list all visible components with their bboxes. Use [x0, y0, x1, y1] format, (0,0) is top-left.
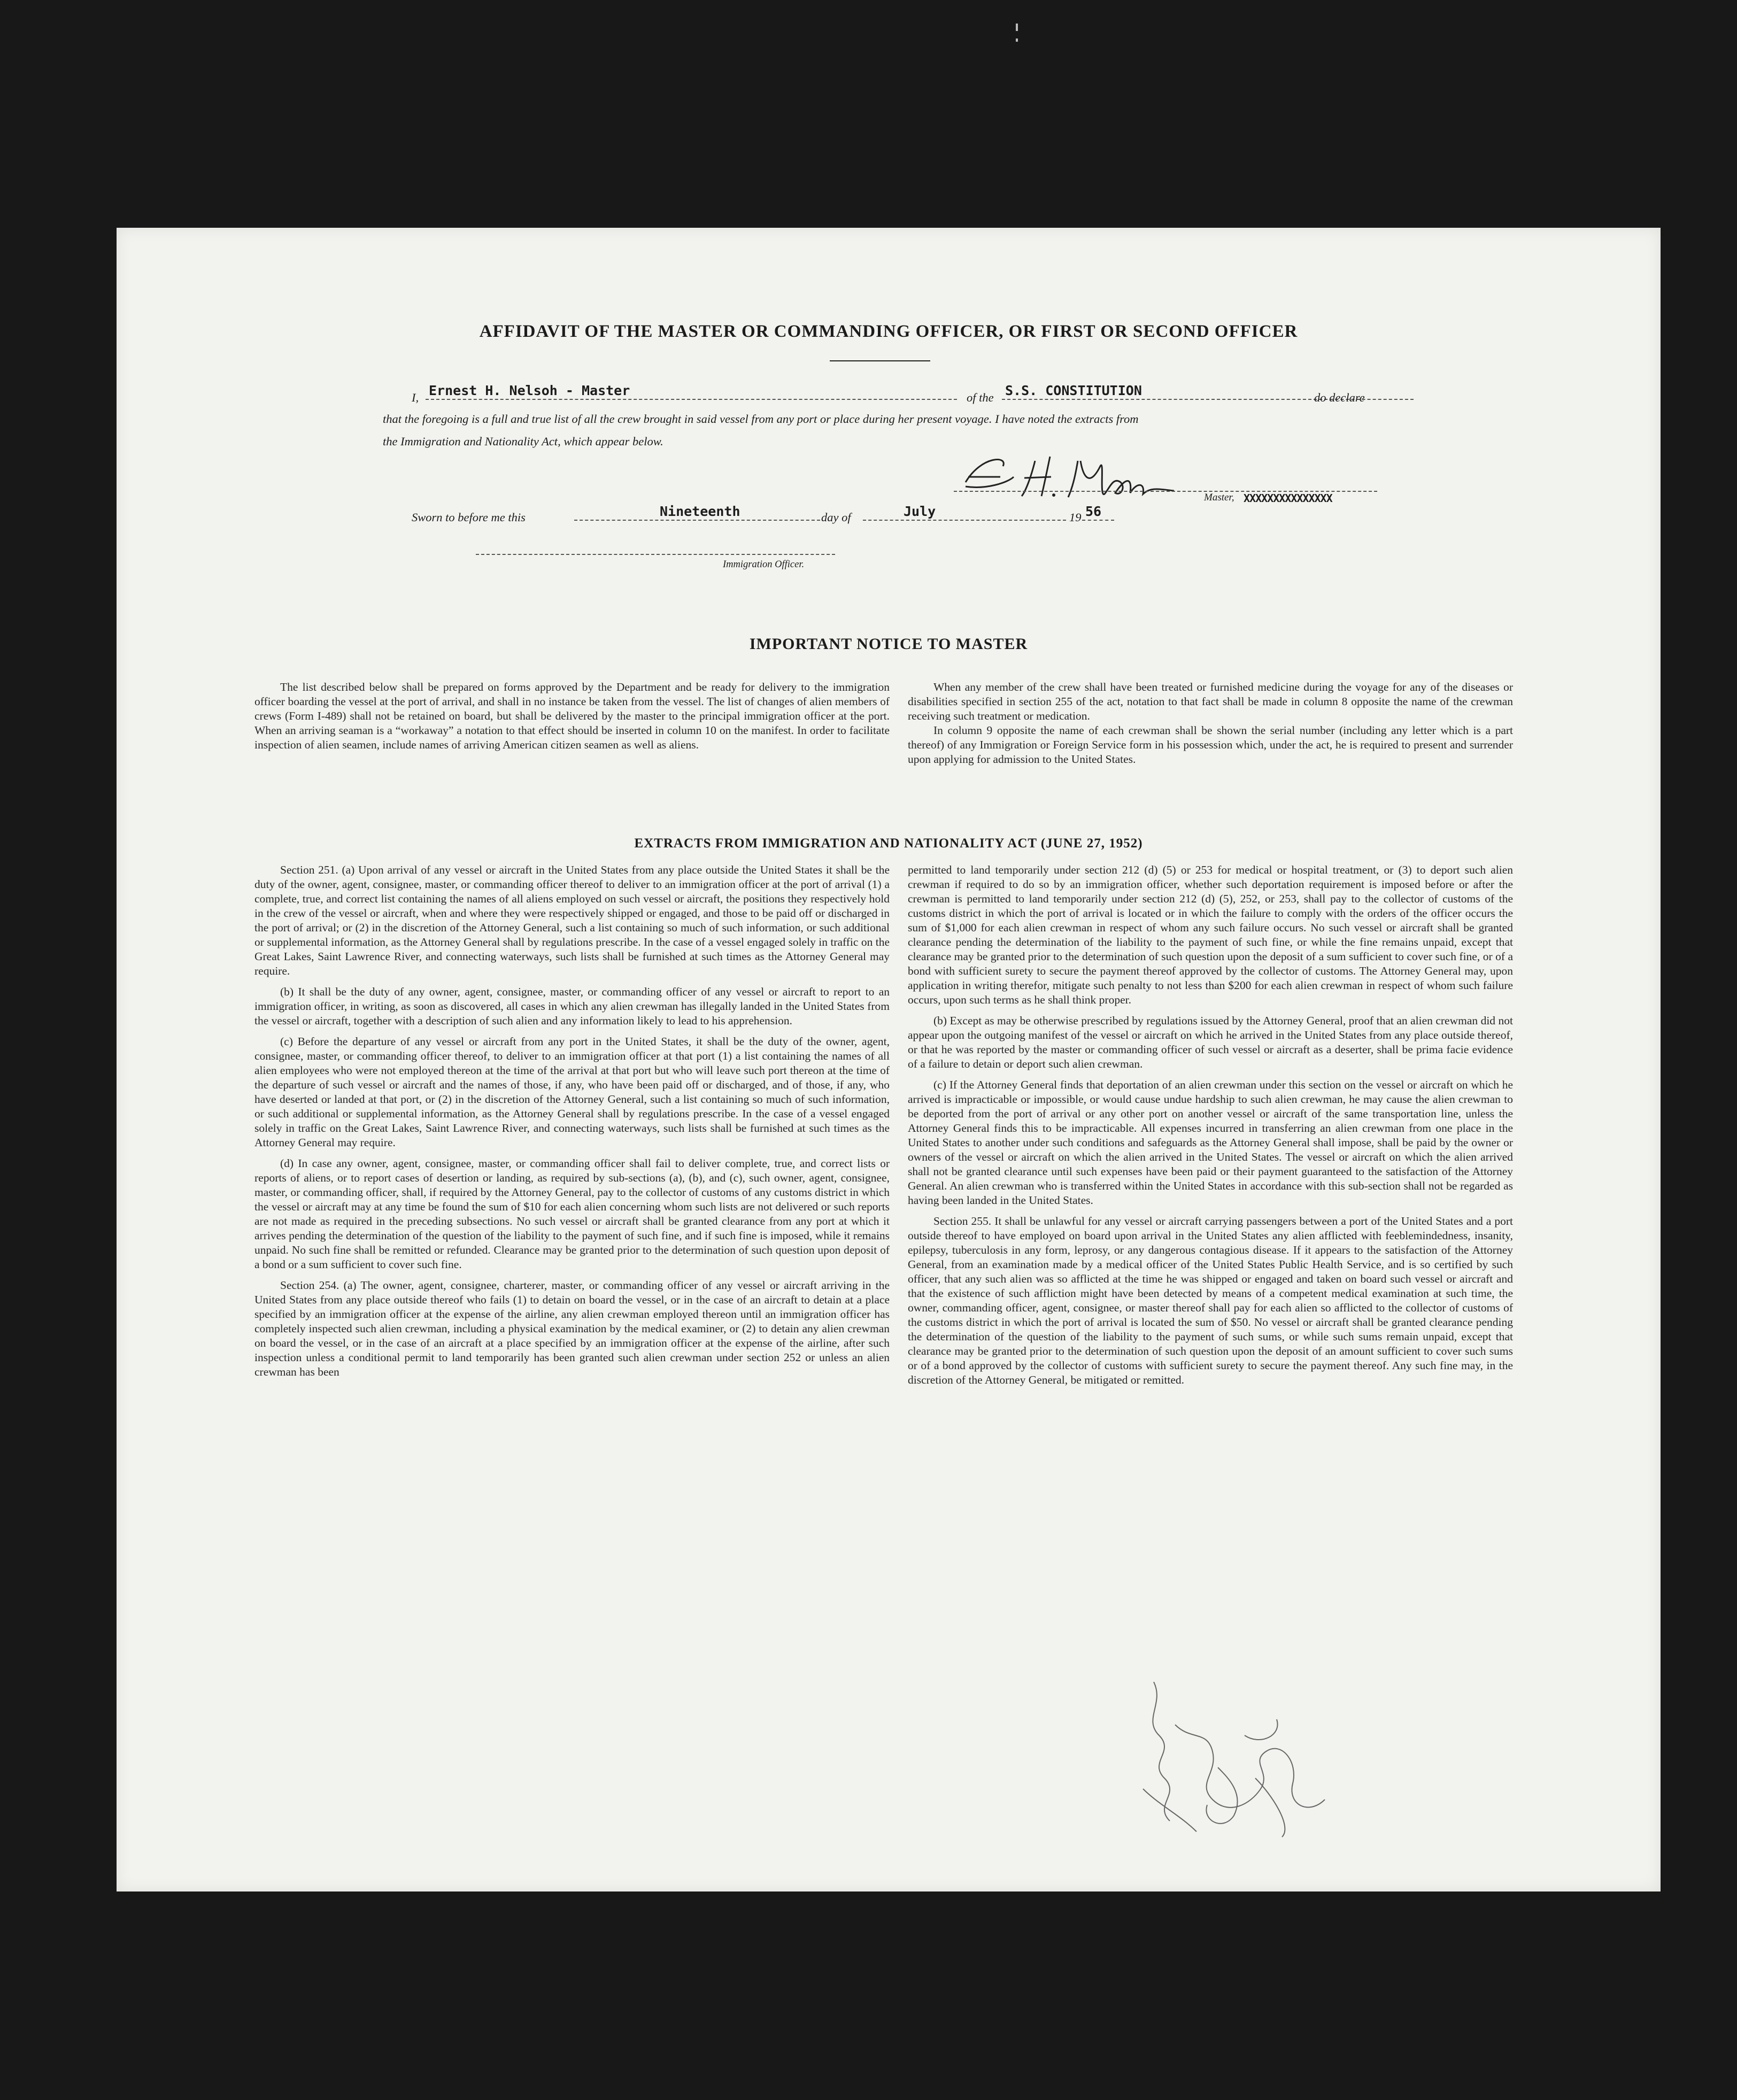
master-signature	[944, 445, 1179, 504]
notice-left-column	[254, 680, 890, 759]
do-declare-label: do declare	[1314, 391, 1365, 404]
year-prefix: 19	[1069, 511, 1082, 524]
document-page	[117, 228, 1661, 1891]
extracts-right-column	[908, 863, 1513, 1394]
section-251-d: (d) In case any owner, agent, consignee, master, or commanding officer shall fail to deliver complete, true, and correct lists or reports of aliens, or to report cases of desertion or landing, as required by sub-sections (a), (b), and (c), such owner, agent, consignee, master, or commanding officer, shall, if required by the Attorney General, pay to the collector of customs of any customs district in which the vessel or aircraft may at any time be found the sum of $10 for each alien concerning whom such lists are not delivered or such reports are not made as required in the preceding subsections. No such vessel or aircraft shall be granted clearance from any port at which it arrives pending the determination of the question of the liability to the payment of such fine, and if such fine is imposed, while it remains unpaid. No such fine shall be remitted or refunded. Clearance may be granted prior to the determination of such question upon deposit of a bond or a sum sufficient to cover such fine.	[254, 1157, 890, 1271]
statement-line-2: the Immigration and Nationality Act, which appear below.	[383, 435, 663, 448]
day-of-label: day of	[821, 511, 851, 524]
notice-right-column	[908, 680, 1513, 773]
declarant-field: Ernest H. Nelsoh - Master	[426, 383, 957, 400]
scan-speck	[1016, 24, 1018, 31]
sworn-day-field: Nineteenth	[574, 504, 820, 521]
affidavit-title: AFFIDAVIT OF THE MASTER OR COMMANDING OFFICER, OR FIRST OR SECOND OFFICER	[479, 322, 1298, 341]
notice-right-paragraph-2: In column 9 opposite the name of each crewman shall be shown the serial number (including any letter which is a part thereof) of any Immigration or Foreign Service form in his possession which, under the act, he is required to present and surrender upon applying for admission to the United States.	[908, 724, 1513, 766]
section-251-c: (c) Before the departure of any vessel or aircraft from any port in the United States, it shall be the duty of the owner, agent, consignee, master, or commanding officer thereof, to deliver to an immigration officer at that port (1) a list containing the names of all alien employees who were not employed thereon at the time of the arrival at that port but who will leave such port thereon at the time of the departure of such vessel or aircraft and the names of those, if any, who have been paid off or discharged, and of those, if any, who have deserted or landed at that port, or (2) in the discretion of the Attorney General, such a list containing so much of such information, or such additional or supplemental information, as the Attorney General shall by regulations prescribe. In the case of a vessel engaged solely in traffic on the Great Lakes, Saint Lawrence River, and connecting waterways, such lists shall be furnished at such times as the Attorney General may require.	[254, 1035, 890, 1149]
vessel-field: S.S. CONSTITUTION	[1002, 383, 1414, 400]
section-254-a: Section 254. (a) The owner, agent, consignee, charterer, master, or commanding officer of any vessel or aircraft arriving in the United States from any place outside thereof who fails (1) to detain on board the vessel, or in the case of an aircraft to detain at a place specified by an immigration officer at the expense of the airline, any alien crewman employed thereon until an immigration officer has completely inspected such alien crewman, including a physical examination by the medical examiner, or (2) to detain any alien crewman on board the vessel, or in the case of an aircraft at a place specified by an immigration officer at the expense of the airline, after such inspection unless a conditional permit to land temporarily has been granted such alien crewman under section 252 or unless an alien crewman has been	[254, 1279, 890, 1378]
section-251-a: Section 251. (a) Upon arrival of any vessel or aircraft in the United States from any place outside the United States it shall be the duty of the owner, agent, consignee, master, or commanding officer thereof to deliver to an immigration officer at the port of arrival (1) a complete, true, and correct list containing the names of all aliens employed on such vessel or aircraft, the positions they respectively hold in the crew of the vessel or aircraft, when and where they were respectively shipped or engaged, and those to be paid off or discharged in the port of arrival; or (2) in the discretion of the Attorney General, such a list containing so much of such information, or such additional or supplemental information, as the Attorney General shall by regulations prescribe. In the case of a vessel engaged solely in traffic on the Great Lakes, Saint Lawrence River, and connecting waterways, such lists shall be furnished at such times as the Attorney General may require.	[254, 863, 890, 977]
section-255: Section 255. It shall be unlawful for any vessel or aircraft carrying passengers between a port of the United States and a port outside thereof to have employed on board upon arrival in the United States any alien afflicted with feeblemindedness, insanity, epilepsy, tuberculosis in any form, leprosy, or any dangerous contagious disease. If it appears to the satisfaction of the Attorney General, from an examination made by a medical officer of the United States Public Health Service, and is so certified by such officer, that any such alien was so afflicted at the time he was shipped or engaged and taken on board such vessel or aircraft and that the existence of such affliction might have been detected by means of a competent medical examination at such time, the owner, commanding officer, agent, consignee, or master thereof shall pay for each alien so afflicted to the collector of customs of the customs district in which the port of arrival is located the sum of $50. No vessel or aircraft shall be granted clearance pending the determination of the question of the liability to the payment of such sums, or while such sums remain unpaid, except that clearance may be granted prior to the determination of such question upon the deposit of an amount sufficient to cover such sums or of a bond approved by the collector of customs with sufficient surety to secure the payment thereof. Any such fine may, in the discretion of the Attorney General, be mitigated or remitted.	[908, 1215, 1513, 1386]
sworn-label: Sworn to before me this	[412, 511, 526, 524]
master-title: Master,	[1204, 492, 1234, 503]
section-254-b: (b) Except as may be otherwise prescribed by regulations issued by the Attorney General, proof that an alien crewman did not appear upon the outgoing manifest of the vessel or aircraft on which he arrived in the United States from any place outside thereof, or that he was reported by the master or commanding officer of such vessel or aircraft as a deserter, shall be prima facie evidence of a failure to detain or deport such alien crewman.	[908, 1014, 1513, 1070]
scan-speck	[1016, 38, 1018, 42]
notice-left-paragraph: The list described below shall be prepared on forms approved by the Department and be ready for delivery to the immigration officer boarding the vessel at the port of arrival, and shall in no instance be taken from the vessel. The list of changes of alien members of crews (Form I-489) shall not be retained on board, but shall be delivered by the master to the principal immigration officer at the port. When an arriving seaman is a “workaway” a notation to that effect should be inserted in column 10 on the manifest. In order to facilitate inspection of alien seamen, include names of arriving American citizen seamen as well as aliens.	[254, 681, 890, 751]
of-the-label: of the	[967, 391, 994, 404]
notice-right-paragraph-1: When any member of the crew shall have been treated or furnished medicine during the voyage for any of the diseases or disabilities specified in section 255 of the act, notation to that fact shall be made in column 8 opposite the name of the crewman receiving such treatment or medication.	[908, 681, 1513, 722]
section-254-a-cont: permitted to land temporarily under section 212 (d) (5) or 253 for medical or hospital treatment, or (3) to deport such alien crewman if required to do so by an immigration officer, whether such deportation requirement is imposed before or after the crewman is permitted to land temporarily under section 212 (d) (5), 252, or 253, shall pay to the collector of customs of the customs district in which the port of arrival is located or in which the failure to comply with the orders of the officer occurs the sum of $1,000 for each alien crewman in respect of whom any such failure occurs. No such vessel or aircraft shall be granted clearance pending the determination of the liability to the payment of such fine, or while the fine remains unpaid, except that clearance may be granted prior to the determination of such question upon the deposit of a sum sufficient to cover such fine, or of a bond with sufficient surety to secure the payment thereof approved by the collector of customs. The Attorney General may, upon application in writing therefor, mitigate such penalty to not less than $200 for each alien crewman in respect of whom such failure occurs, upon such terms as he shall think proper.	[908, 863, 1513, 1006]
pencil-scribble	[1122, 1671, 1346, 1842]
title-underline	[830, 360, 930, 361]
officer-label: Immigration Officer.	[723, 559, 805, 570]
extracts-title: EXTRACTS FROM IMMIGRATION AND NATIONALITY ACT (JUNE 27, 1952)	[634, 836, 1143, 851]
section-254-c: (c) If the Attorney General finds that deportation of an alien crewman under this section on the vessel or aircraft on which he arrived is impracticable or impossible, or would cause undue hardship to such alien crewman, he may cause the alien crewman to be deported from the port of arrival or any other port on another vessel or aircraft of the same transportation line, unless the Attorney General finds this to be impracticable. All expenses incurred in transferring an alien crewman from one place in the United States to another under such conditions and safeguards as the Attorney General shall impose, shall be paid by the owner or owners of the vessel or aircraft on which the alien arrived in the United States. The vessel or aircraft on which the alien arrived shall not be granted clearance until such expenses have been paid or their payment guaranteed to the satisfaction of the Attorney General. An alien crewman who is transferred within the United States in accordance with this sub-section shall not be regarded as having been landed in the United States.	[908, 1078, 1513, 1207]
struck-text: XXXXXXXXXXXXXXX	[1244, 492, 1332, 505]
statement-line-1: that the foregoing is a full and true list of all the crew brought in said vessel from any port or place during her present voyage. I have noted the extracts from	[383, 412, 1139, 426]
extracts-left-column	[254, 863, 890, 1386]
notice-title: IMPORTANT NOTICE TO MASTER	[749, 635, 1028, 653]
section-251-b: (b) It shall be the duty of any owner, agent, consignee, master, or commanding officer of any vessel or aircraft to report to an immigration officer, in writing, as soon as discovered, all cases in which any alien crewman has illegally landed in the United States from the vessel or aircraft, together with a description of such alien and any information likely to lead to his apprehension.	[254, 985, 890, 1027]
year-suffix-field: 56	[1082, 504, 1114, 521]
i-label: I,	[412, 391, 419, 404]
sworn-month-field: July	[863, 504, 1066, 521]
